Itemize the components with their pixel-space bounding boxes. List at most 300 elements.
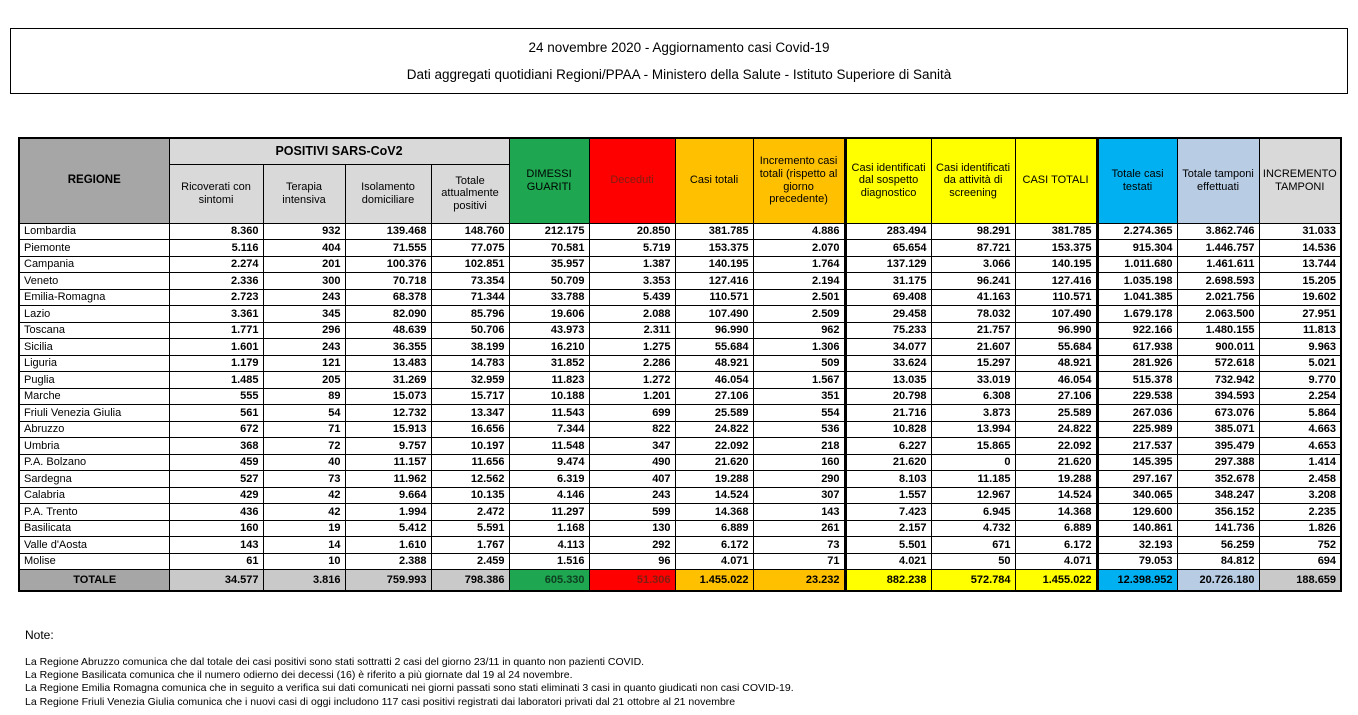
value-cell: 31.269 [345, 372, 431, 389]
table-row [19, 339, 1341, 356]
value-cell: 347 [589, 438, 675, 455]
value-cell: 32.193 [1097, 537, 1177, 554]
value-cell: 212.175 [509, 223, 589, 240]
value-cell: 6.945 [931, 504, 1015, 521]
value-cell: 14.783 [431, 355, 509, 372]
value-cell: 14 [263, 537, 345, 554]
value-cell: 1.035.198 [1097, 273, 1177, 290]
notes-section [25, 628, 1325, 709]
value-cell: 404 [263, 240, 345, 257]
value-cell: 153.375 [675, 240, 753, 257]
value-cell: 381.785 [1015, 223, 1097, 240]
value-cell: 2.501 [753, 289, 845, 306]
value-cell: 300 [263, 273, 345, 290]
value-cell: 554 [753, 405, 845, 422]
value-cell: 572.618 [1177, 355, 1259, 372]
column-header-casi-testati: Totale casi testati [1097, 138, 1177, 223]
value-cell: 78.032 [931, 306, 1015, 323]
value-cell: 127.416 [1015, 273, 1097, 290]
value-cell: 527 [169, 471, 263, 488]
value-cell: 732.942 [1177, 372, 1259, 389]
value-cell: 822 [589, 421, 675, 438]
value-cell: 139.468 [345, 223, 431, 240]
value-cell: 2.459 [431, 553, 509, 570]
value-cell: 5.864 [1259, 405, 1341, 422]
value-cell: 21.607 [931, 339, 1015, 356]
value-cell: 4.071 [1015, 553, 1097, 570]
covid-data-table [18, 137, 1342, 592]
value-cell: 153.375 [1015, 240, 1097, 257]
total-value-cell: 882.238 [845, 570, 931, 591]
value-cell: 1.275 [589, 339, 675, 356]
value-cell: 5.591 [431, 520, 509, 537]
value-cell: 19.288 [675, 471, 753, 488]
value-cell: 75.233 [845, 322, 931, 339]
region-name: Umbria [19, 438, 169, 455]
value-cell: 77.075 [431, 240, 509, 257]
value-cell: 73 [753, 537, 845, 554]
value-cell: 6.889 [675, 520, 753, 537]
value-cell: 89 [263, 388, 345, 405]
value-cell: 13.994 [931, 421, 1015, 438]
region-name: Emilia-Romagna [19, 289, 169, 306]
table-body [19, 223, 1341, 591]
value-cell: 160 [169, 520, 263, 537]
region-name: Liguria [19, 355, 169, 372]
table-row [19, 487, 1341, 504]
value-cell: 1.567 [753, 372, 845, 389]
value-cell: 14.368 [675, 504, 753, 521]
value-cell: 40 [263, 454, 345, 471]
table-row [19, 471, 1341, 488]
value-cell: 1.272 [589, 372, 675, 389]
value-cell: 281.926 [1097, 355, 1177, 372]
region-name: Lazio [19, 306, 169, 323]
region-name: P.A. Bolzano [19, 454, 169, 471]
value-cell: 6.308 [931, 388, 1015, 405]
value-cell: 70.718 [345, 273, 431, 290]
value-cell: 55.684 [675, 339, 753, 356]
value-cell: 6.319 [509, 471, 589, 488]
total-value-cell: 12.398.952 [1097, 570, 1177, 591]
value-cell: 1.767 [431, 537, 509, 554]
region-name: P.A. Trento [19, 504, 169, 521]
value-cell: 394.593 [1177, 388, 1259, 405]
value-cell: 356.152 [1177, 504, 1259, 521]
value-cell: 73 [263, 471, 345, 488]
value-cell: 19.606 [509, 306, 589, 323]
value-cell: 140.195 [1015, 256, 1097, 273]
value-cell: 15.073 [345, 388, 431, 405]
value-cell: 6.889 [1015, 520, 1097, 537]
value-cell: 11.813 [1259, 322, 1341, 339]
value-cell: 21.620 [675, 454, 753, 471]
value-cell: 16.656 [431, 421, 509, 438]
value-cell: 82.090 [345, 306, 431, 323]
value-cell: 48.639 [345, 322, 431, 339]
value-cell: 29.458 [845, 306, 931, 323]
column-header-dimessi-guariti: DIMESSI GUARITI [509, 138, 589, 223]
value-cell: 1.557 [845, 487, 931, 504]
value-cell: 56.259 [1177, 537, 1259, 554]
value-cell: 11.962 [345, 471, 431, 488]
value-cell: 11.543 [509, 405, 589, 422]
value-cell: 459 [169, 454, 263, 471]
value-cell: 46.054 [675, 372, 753, 389]
total-row [19, 570, 1341, 591]
value-cell: 5.719 [589, 240, 675, 257]
value-cell: 297.388 [1177, 454, 1259, 471]
value-cell: 4.071 [675, 553, 753, 570]
value-cell: 71.344 [431, 289, 509, 306]
value-cell: 1.387 [589, 256, 675, 273]
region-name: Campania [19, 256, 169, 273]
value-cell: 11.185 [931, 471, 1015, 488]
value-cell: 2.063.500 [1177, 306, 1259, 323]
value-cell: 96 [589, 553, 675, 570]
value-cell: 2.698.593 [1177, 273, 1259, 290]
value-cell: 84.812 [1177, 553, 1259, 570]
value-cell: 1.011.680 [1097, 256, 1177, 273]
value-cell: 4.663 [1259, 421, 1341, 438]
value-cell: 12.562 [431, 471, 509, 488]
value-cell: 8.360 [169, 223, 263, 240]
value-cell: 20.850 [589, 223, 675, 240]
column-header-sospetto-diagnostico: Casi identificati dal sospetto diagnostico [845, 138, 931, 223]
total-value-cell: 1.455.022 [675, 570, 753, 591]
value-cell: 140.861 [1097, 520, 1177, 537]
total-label: TOTALE [19, 570, 169, 591]
value-cell: 15.865 [931, 438, 1015, 455]
table-row [19, 553, 1341, 570]
value-cell: 141.736 [1177, 520, 1259, 537]
value-cell: 4.021 [845, 553, 931, 570]
value-cell: 34.077 [845, 339, 931, 356]
value-cell: 2.509 [753, 306, 845, 323]
value-cell: 3.353 [589, 273, 675, 290]
value-cell: 96.990 [675, 322, 753, 339]
value-cell: 2.235 [1259, 504, 1341, 521]
value-cell: 13.035 [845, 372, 931, 389]
value-cell: 11.823 [509, 372, 589, 389]
value-cell: 85.796 [431, 306, 509, 323]
value-cell: 536 [753, 421, 845, 438]
value-cell: 14.536 [1259, 240, 1341, 257]
table-row [19, 520, 1341, 537]
value-cell: 5.439 [589, 289, 675, 306]
value-cell: 5.412 [345, 520, 431, 537]
value-cell: 229.538 [1097, 388, 1177, 405]
table-row [19, 405, 1341, 422]
region-name: Calabria [19, 487, 169, 504]
value-cell: 16.210 [509, 339, 589, 356]
total-value-cell: 605.330 [509, 570, 589, 591]
value-cell: 1.994 [345, 504, 431, 521]
value-cell: 21.620 [1015, 454, 1097, 471]
total-value-cell: 572.784 [931, 570, 1015, 591]
report-subtitle: Dati aggregati quotidiani Regioni/PPAA - Ministero della Salute - Istituto Superiore di Sanità [406, 66, 952, 82]
region-name: Basilicata [19, 520, 169, 537]
value-cell: 70.581 [509, 240, 589, 257]
total-value-cell: 51.306 [589, 570, 675, 591]
value-cell: 137.129 [845, 256, 931, 273]
value-cell: 73.354 [431, 273, 509, 290]
value-cell: 3.066 [931, 256, 1015, 273]
table-row [19, 322, 1341, 339]
value-cell: 2.458 [1259, 471, 1341, 488]
total-value-cell: 759.993 [345, 570, 431, 591]
value-cell: 36.355 [345, 339, 431, 356]
value-cell: 140.195 [675, 256, 753, 273]
column-group-positivi: POSITIVI SARS-CoV2 [169, 138, 509, 164]
value-cell: 2.336 [169, 273, 263, 290]
value-cell: 9.757 [345, 438, 431, 455]
value-cell: 13.483 [345, 355, 431, 372]
value-cell: 6.172 [675, 537, 753, 554]
value-cell: 261 [753, 520, 845, 537]
column-header-casi-totali-big: CASI TOTALI [1015, 138, 1097, 223]
value-cell: 69.408 [845, 289, 931, 306]
value-cell: 33.788 [509, 289, 589, 306]
value-cell: 15.297 [931, 355, 1015, 372]
value-cell: 345 [263, 306, 345, 323]
value-cell: 14.368 [1015, 504, 1097, 521]
value-cell: 1.826 [1259, 520, 1341, 537]
value-cell: 87.721 [931, 240, 1015, 257]
total-value-cell: 20.726.180 [1177, 570, 1259, 591]
value-cell: 2.723 [169, 289, 263, 306]
value-cell: 25.589 [675, 405, 753, 422]
value-cell: 3.862.746 [1177, 223, 1259, 240]
total-value-cell: 3.816 [263, 570, 345, 591]
value-cell: 4.886 [753, 223, 845, 240]
region-name: Puglia [19, 372, 169, 389]
total-value-cell: 1.455.022 [1015, 570, 1097, 591]
value-cell: 25.589 [1015, 405, 1097, 422]
value-cell: 42 [263, 504, 345, 521]
value-cell: 296 [263, 322, 345, 339]
table-row [19, 504, 1341, 521]
value-cell: 4.113 [509, 537, 589, 554]
value-cell: 509 [753, 355, 845, 372]
value-cell: 35.957 [509, 256, 589, 273]
value-cell: 962 [753, 322, 845, 339]
value-cell: 148.760 [431, 223, 509, 240]
value-cell: 41.163 [931, 289, 1015, 306]
value-cell: 1.168 [509, 520, 589, 537]
value-cell: 143 [753, 504, 845, 521]
value-cell: 1.764 [753, 256, 845, 273]
value-cell: 340.065 [1097, 487, 1177, 504]
value-cell: 2.286 [589, 355, 675, 372]
value-cell: 107.490 [675, 306, 753, 323]
value-cell: 42 [263, 487, 345, 504]
value-cell: 43.973 [509, 322, 589, 339]
value-cell: 243 [263, 289, 345, 306]
value-cell: 31.175 [845, 273, 931, 290]
value-cell: 381.785 [675, 223, 753, 240]
value-cell: 10.188 [509, 388, 589, 405]
value-cell: 3.873 [931, 405, 1015, 422]
region-name: Toscana [19, 322, 169, 339]
value-cell: 21.620 [845, 454, 931, 471]
value-cell: 752 [1259, 537, 1341, 554]
value-cell: 12.732 [345, 405, 431, 422]
value-cell: 2.157 [845, 520, 931, 537]
value-cell: 19.288 [1015, 471, 1097, 488]
value-cell: 24.822 [675, 421, 753, 438]
total-value-cell: 23.232 [753, 570, 845, 591]
value-cell: 672 [169, 421, 263, 438]
value-cell: 4.732 [931, 520, 1015, 537]
value-cell: 671 [931, 537, 1015, 554]
value-cell: 145.395 [1097, 454, 1177, 471]
value-cell: 1.610 [345, 537, 431, 554]
region-name: Lombardia [19, 223, 169, 240]
region-name: Molise [19, 553, 169, 570]
note-line: La Regione Friuli Venezia Giulia comunica che i nuovi casi di oggi includono 117 casi positivi registrati dai laboratori privati dal 21 ottobre al 21 novembre [25, 695, 736, 708]
value-cell: 98.291 [931, 223, 1015, 240]
value-cell: 292 [589, 537, 675, 554]
value-cell: 5.021 [1259, 355, 1341, 372]
value-cell: 100.376 [345, 256, 431, 273]
note-line: La Regione Basilicata comunica che il numero odierno dei decessi (16) è riferito a più giornate dal 19 al 24 novembre. [25, 669, 573, 682]
column-header-incremento-casi: Incremento casi totali (rispetto al giorno precedente) [753, 138, 845, 223]
value-cell: 1.461.611 [1177, 256, 1259, 273]
value-cell: 22.092 [1015, 438, 1097, 455]
table-row [19, 438, 1341, 455]
value-cell: 4.653 [1259, 438, 1341, 455]
column-header-screening: Casi identificati da attività di screening [931, 138, 1015, 223]
value-cell: 21.716 [845, 405, 931, 422]
value-cell: 72 [263, 438, 345, 455]
value-cell: 436 [169, 504, 263, 521]
value-cell: 217.537 [1097, 438, 1177, 455]
value-cell: 68.378 [345, 289, 431, 306]
value-cell: 218 [753, 438, 845, 455]
table-row [19, 372, 1341, 389]
value-cell: 48.921 [675, 355, 753, 372]
value-cell: 102.851 [431, 256, 509, 273]
region-name: Friuli Venezia Giulia [19, 405, 169, 422]
value-cell: 490 [589, 454, 675, 471]
value-cell: 14.524 [1015, 487, 1097, 504]
value-cell: 15.205 [1259, 273, 1341, 290]
value-cell: 19 [263, 520, 345, 537]
value-cell: 9.963 [1259, 339, 1341, 356]
value-cell: 3.208 [1259, 487, 1341, 504]
value-cell: 71 [263, 421, 345, 438]
value-cell: 673.076 [1177, 405, 1259, 422]
value-cell: 110.571 [1015, 289, 1097, 306]
column-header-isolamento: Isolamento domiciliare [345, 164, 431, 223]
value-cell: 515.378 [1097, 372, 1177, 389]
column-header-regione: REGIONE [19, 138, 169, 223]
value-cell: 5.116 [169, 240, 263, 257]
column-header-tamponi: Totale tamponi effettuati [1177, 138, 1259, 223]
value-cell: 5.501 [845, 537, 931, 554]
value-cell: 15.913 [345, 421, 431, 438]
value-cell: 10.197 [431, 438, 509, 455]
value-cell: 12.967 [931, 487, 1015, 504]
value-cell: 307 [753, 487, 845, 504]
value-cell: 1.480.155 [1177, 322, 1259, 339]
value-cell: 130 [589, 520, 675, 537]
region-name: Piemonte [19, 240, 169, 257]
value-cell: 429 [169, 487, 263, 504]
value-cell: 10.828 [845, 421, 931, 438]
region-name: Sicilia [19, 339, 169, 356]
value-cell: 31.033 [1259, 223, 1341, 240]
value-cell: 2.194 [753, 273, 845, 290]
total-value-cell: 34.577 [169, 570, 263, 591]
region-name: Sardegna [19, 471, 169, 488]
value-cell: 385.071 [1177, 421, 1259, 438]
value-cell: 395.479 [1177, 438, 1259, 455]
table-header [19, 138, 1341, 223]
column-header-terapia-intensiva: Terapia intensiva [263, 164, 345, 223]
value-cell: 31.852 [509, 355, 589, 372]
value-cell: 96.241 [931, 273, 1015, 290]
value-cell: 50 [931, 553, 1015, 570]
title-box [10, 28, 1348, 94]
value-cell: 54 [263, 405, 345, 422]
table-row [19, 421, 1341, 438]
value-cell: 46.054 [1015, 372, 1097, 389]
value-cell: 267.036 [1097, 405, 1177, 422]
value-cell: 243 [589, 487, 675, 504]
value-cell: 2.274 [169, 256, 263, 273]
value-cell: 21.757 [931, 322, 1015, 339]
value-cell: 2.070 [753, 240, 845, 257]
value-cell: 1.179 [169, 355, 263, 372]
value-cell: 3.361 [169, 306, 263, 323]
value-cell: 55.684 [1015, 339, 1097, 356]
value-cell: 352.678 [1177, 471, 1259, 488]
value-cell: 0 [931, 454, 1015, 471]
value-cell: 561 [169, 405, 263, 422]
value-cell: 6.172 [1015, 537, 1097, 554]
value-cell: 922.166 [1097, 322, 1177, 339]
value-cell: 22.092 [675, 438, 753, 455]
value-cell: 7.344 [509, 421, 589, 438]
value-cell: 11.656 [431, 454, 509, 471]
value-cell: 225.989 [1097, 421, 1177, 438]
column-header-ricoverati: Ricoverati con sintomi [169, 164, 263, 223]
value-cell: 50.709 [509, 273, 589, 290]
table-row [19, 256, 1341, 273]
value-cell: 71.555 [345, 240, 431, 257]
value-cell: 617.938 [1097, 339, 1177, 356]
column-header-deceduti: Deceduti [589, 138, 675, 223]
table-row [19, 388, 1341, 405]
value-cell: 555 [169, 388, 263, 405]
table-row [19, 454, 1341, 471]
value-cell: 6.227 [845, 438, 931, 455]
table-row [19, 289, 1341, 306]
value-cell: 2.472 [431, 504, 509, 521]
value-cell: 61 [169, 553, 263, 570]
value-cell: 900.011 [1177, 339, 1259, 356]
value-cell: 10.135 [431, 487, 509, 504]
value-cell: 33.624 [845, 355, 931, 372]
value-cell: 9.664 [345, 487, 431, 504]
table-row [19, 273, 1341, 290]
value-cell: 107.490 [1015, 306, 1097, 323]
value-cell: 290 [753, 471, 845, 488]
value-cell: 297.167 [1097, 471, 1177, 488]
value-cell: 205 [263, 372, 345, 389]
